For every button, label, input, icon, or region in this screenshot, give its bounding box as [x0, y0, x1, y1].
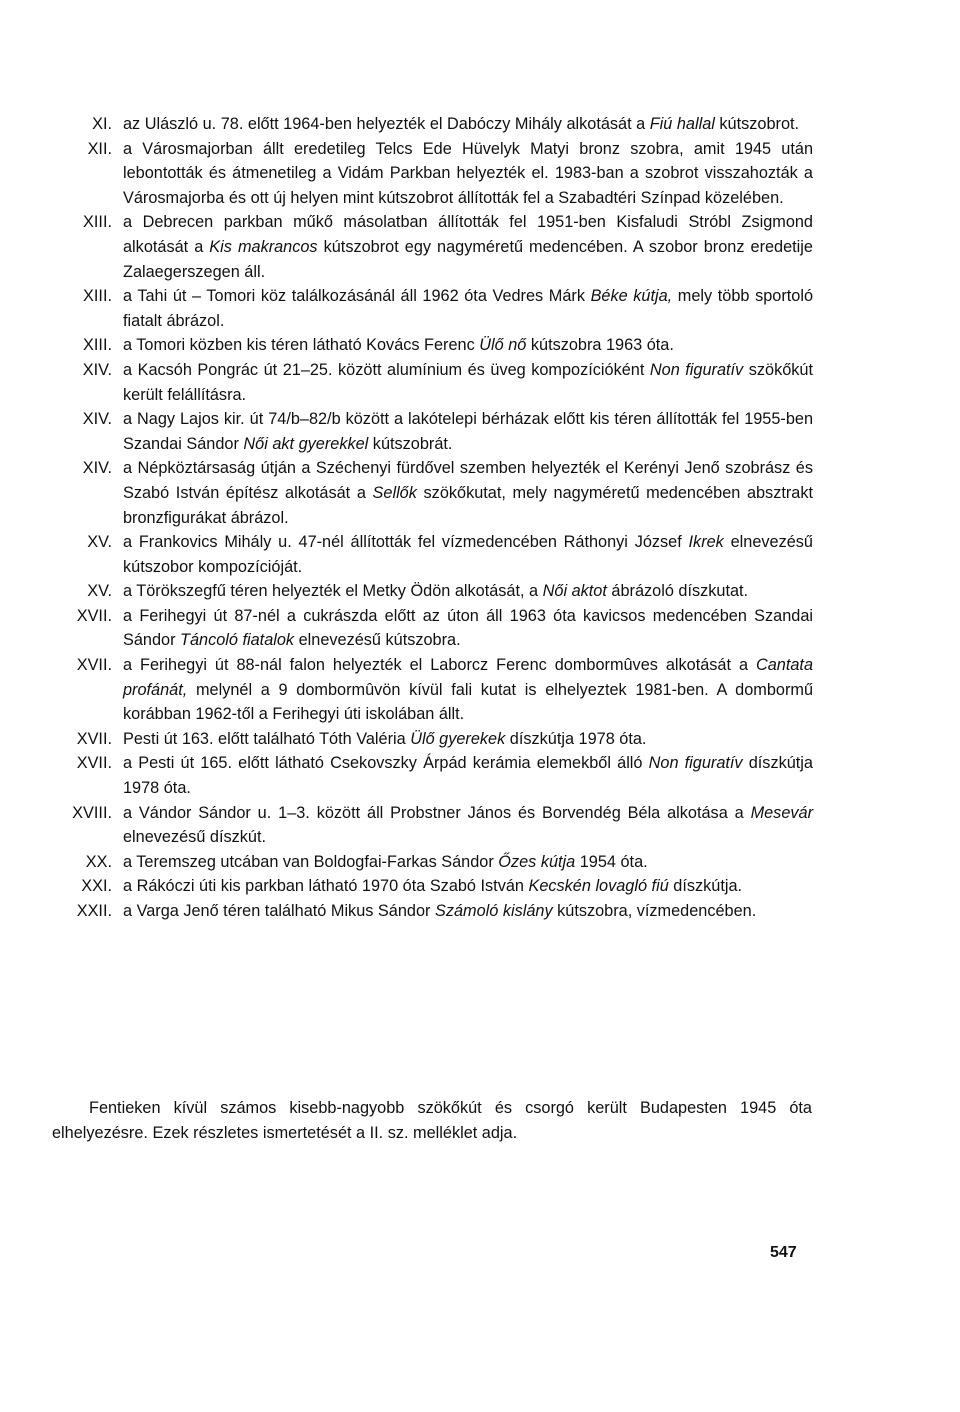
entry-text	[123, 407, 813, 456]
entry-text-segment: a Törökszegfű téren helyezték el Metky Ödön alkotását, a	[123, 582, 543, 601]
list-item	[0, 850, 813, 875]
entry-text	[123, 579, 813, 604]
entry-text-segment: a Tahi út – Tomori köz találkozásánál áll 1962 óta Vedres Márk	[123, 287, 591, 306]
entry-text-segment: a Népköztársaság útján a Széchenyi fürdővel szemben helyezték el Kerényi Jenő szobrász és Szabó István építész alkotását a	[123, 459, 813, 502]
artwork-title: Női akt gyerekkel	[243, 434, 369, 453]
district-number: XX.	[85, 852, 112, 871]
entry-list	[0, 112, 960, 924]
district-number: XIII.	[83, 336, 112, 355]
artwork-title: Táncoló fiatalok	[180, 631, 295, 650]
district-number: XI.	[92, 115, 112, 133]
entry-text	[123, 801, 813, 850]
list-item	[0, 530, 813, 579]
district-number: XVIII.	[72, 803, 112, 822]
district-number: XXI.	[81, 877, 112, 896]
entry-text	[123, 530, 813, 579]
artwork-title: Béke kútja,	[590, 287, 673, 306]
entry-text-segment: a Teremszeg utcában van Boldogfai-Farkas Sándor	[123, 852, 499, 871]
entry-text	[123, 850, 813, 875]
artwork-title: Ülő gyerekek	[410, 729, 506, 748]
entry-text-segment: a Ferihegyi út 88-nál falon helyezték el Laborcz Ferenc dombormûves alkotását a	[123, 656, 756, 675]
list-item	[0, 727, 813, 752]
list-item	[0, 456, 813, 530]
entry-text-segment: szökőkutat, mely nagyméretű medencében absztrakt bronzfigurákat ábrázol.	[123, 483, 813, 527]
artwork-title: Őzes kútja	[498, 852, 576, 871]
artwork-title: Cantata profánát,	[123, 656, 813, 699]
entry-text	[123, 284, 813, 333]
entry-text-segment: kútszobra, vízmedencében.	[552, 902, 757, 920]
entry-text-segment: a Varga Jenő téren található Mikus Sándor	[123, 902, 435, 920]
entry-text-segment: kútszobra 1963 óta.	[526, 336, 674, 355]
entry-text-segment: a Debrecen parkban műkő másolatban állították fel 1951-ben Kisfaludi Stróbl Zsigmond alkotását a	[123, 213, 813, 256]
entry-text-segment: 1954 óta.	[575, 852, 648, 871]
list-item	[0, 358, 813, 407]
page-number: 547	[770, 1244, 797, 1261]
entry-text	[123, 899, 813, 924]
list-item	[0, 407, 813, 456]
entry-text-segment: kútszobrát.	[368, 434, 453, 453]
entry-text-segment: melynél a 9 dombormûvön kívül fali kutat is elhelyeztek 1981-ben. A dombormű korábban 1962-től a Ferihegyi úti iskolában állt.	[123, 680, 813, 724]
list-item	[0, 874, 813, 899]
entry-text	[123, 333, 813, 358]
list-item	[0, 899, 813, 924]
list-item	[0, 284, 813, 333]
entry-text	[123, 456, 813, 530]
artwork-title: Non figuratív	[649, 360, 744, 379]
entry-text	[123, 727, 813, 752]
list-item	[0, 801, 813, 850]
entry-text-segment: mely több sportoló fiatalt ábrázol.	[123, 287, 813, 330]
entry-text	[123, 751, 813, 800]
entry-text-segment: a Ferihegyi út 87-nél a cukrászda előtt az úton áll 1963 óta kavicsos medencében Szandai Sándor	[123, 606, 813, 650]
entry-text-segment: a Frankovics Mihály u. 47-nél állították fel vízmedencében Ráthonyi József	[123, 533, 689, 552]
entry-text-segment: szökőkút került felállításra.	[123, 360, 813, 404]
district-number: XV.	[87, 533, 112, 552]
artwork-title: Számoló kislány	[434, 902, 553, 920]
artwork-title: Non figuratív	[648, 754, 743, 773]
entry-text-segment: kútszobrot egy nagyméretű medencében. A szobor bronz eredetije Zalaegerszegen áll.	[123, 237, 813, 281]
entry-text	[123, 358, 813, 407]
district-number: XIV.	[82, 410, 112, 429]
district-number: XV.	[87, 582, 112, 601]
artwork-title: Sellők	[372, 483, 417, 502]
entry-text	[123, 604, 813, 653]
district-number: XVII.	[76, 754, 112, 773]
district-number: XII.	[87, 139, 112, 158]
artwork-title: Fiú hallal	[649, 115, 715, 133]
district-number: XVII.	[76, 729, 112, 748]
entry-text	[123, 874, 813, 899]
entry-text	[123, 137, 813, 211]
entry-text-segment: a Nagy Lajos kir. út 74/b–82/b között a lakótelepi bérházak előtt kis téren állították fel 1955-ben Szandai Sándor	[123, 410, 813, 453]
district-number: XIII.	[83, 287, 112, 306]
entry-text-segment: a Rákóczi úti kis parkban látható 1970 óta Szabó István	[123, 877, 529, 896]
entry-text-segment: elnevezésű kútszobor kompozícióját.	[123, 533, 813, 576]
closing-paragraph: Fentieken kívül számos kisebb-nagyobb szökőkút és csorgó került Budapesten 1945 óta elhelyezésre. Ezek részletes ismertetését a II. sz. melléklet adja.	[52, 1099, 812, 1142]
entry-text-segment: a Pesti út 165. előtt látható Csekovszky Árpád kerámia elemekből álló	[123, 754, 649, 773]
district-number: XVII.	[76, 606, 112, 625]
list-item	[0, 137, 813, 211]
entry-text	[123, 653, 813, 727]
entry-text-segment: díszkútja 1978 óta.	[505, 729, 647, 748]
district-number: XIII.	[83, 213, 112, 232]
list-item	[0, 751, 813, 800]
list-item	[0, 653, 813, 727]
list-item	[0, 604, 813, 653]
district-number: XXII.	[76, 902, 112, 920]
artwork-title: Kis makrancos	[209, 237, 318, 256]
artwork-title: Mesevár	[750, 803, 813, 822]
list-item	[0, 112, 813, 137]
district-number: XVII.	[76, 656, 112, 675]
entry-text-segment: Pesti út 163. előtt található Tóth Valéria	[123, 729, 411, 748]
artwork-title: Ikrek	[688, 533, 724, 552]
list-item	[0, 579, 813, 604]
entry-text-segment: díszkútja 1978 óta.	[123, 754, 813, 798]
artwork-title: Ülő nő	[479, 336, 527, 355]
entry-text-segment: a Tomori közben kis téren látható Kovács Ferenc	[123, 336, 480, 355]
entry-text	[123, 210, 813, 284]
entry-text-segment: a Vándor Sándor u. 1–3. között áll Probstner János és Borvendég Béla alkotása a	[123, 803, 751, 822]
district-number: XIV.	[82, 360, 112, 379]
entry-text-segment: az Ulászló u. 78. előtt 1964-ben helyezték el Dabóczy Mihály alkotását a	[123, 115, 650, 133]
entry-text-segment: elnevezésű kútszobra.	[294, 631, 461, 650]
entry-text-segment: kútszobrot.	[714, 115, 800, 133]
entry-text-segment: a Kacsóh Pongrác út 21–25. között alumínium és üveg kompozícióként	[123, 360, 650, 379]
district-number: XIV.	[82, 459, 112, 478]
entry-text	[123, 112, 813, 137]
entry-text-segment: elnevezésű díszkút.	[123, 828, 266, 847]
entry-text-segment: ábrázoló díszkutat.	[606, 582, 749, 601]
artwork-title: Kecskén lovagló fiú	[528, 877, 669, 896]
entry-text-segment: díszkútja.	[668, 877, 743, 896]
artwork-title: Női aktot	[542, 582, 607, 601]
list-item	[0, 210, 813, 284]
list-item	[0, 333, 813, 358]
entry-text-segment: a Városmajorban állt eredetileg Telcs Ede Hüvelyk Matyi bronz szobra, amit 1945 után lebontották és átmenetileg a Vidám Parkban helyezték el. 1983-ban a szobrot visszahozták a Városmajorba és ott új helyen mint kútszobrot állították fel a Szabadtéri Színpad közelében.	[123, 139, 813, 207]
